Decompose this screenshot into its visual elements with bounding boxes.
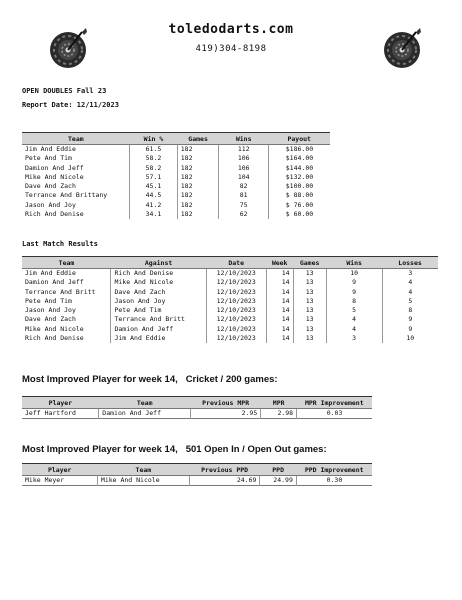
cell: 12/10/2023 bbox=[206, 269, 266, 279]
table-row bbox=[22, 173, 330, 182]
cell: Pete And Tim bbox=[25, 296, 72, 305]
table-row bbox=[22, 288, 438, 297]
cell: 9 bbox=[326, 278, 382, 287]
cell: 106 bbox=[219, 164, 269, 173]
cell: 13 bbox=[293, 306, 326, 315]
table-row bbox=[22, 154, 330, 163]
cell: 34.1 bbox=[130, 210, 178, 219]
cell: Jeff Hartford bbox=[25, 409, 76, 417]
cell: 3 bbox=[382, 269, 438, 279]
cell: 5 bbox=[326, 306, 382, 315]
cell: 13 bbox=[293, 297, 326, 306]
site-name: toledodarts.com bbox=[168, 22, 294, 37]
cell: 13 bbox=[293, 288, 326, 297]
cell: 13 bbox=[293, 269, 326, 279]
cell: 182 bbox=[177, 173, 219, 182]
cell: Mike And Nicole bbox=[111, 278, 206, 287]
col-team: Team bbox=[99, 397, 191, 409]
five01-title bbox=[22, 444, 327, 455]
table-row bbox=[22, 269, 438, 279]
col-date: Date bbox=[206, 257, 266, 269]
last-match-table bbox=[22, 256, 438, 343]
cell: 41.2 bbox=[130, 201, 178, 210]
cell: 182 bbox=[177, 191, 219, 200]
cell: 12/10/2023 bbox=[206, 297, 266, 306]
last-match-header-row bbox=[22, 257, 438, 269]
table-row bbox=[22, 191, 330, 200]
cell: 57.1 bbox=[130, 173, 178, 182]
cricket-title bbox=[22, 374, 278, 385]
cricket-title-a: Most Improved Player for week 14, bbox=[22, 374, 178, 385]
cell: Pete And Tim bbox=[111, 306, 206, 315]
cell: Dave And Zach bbox=[25, 315, 76, 324]
cell: $132.00 bbox=[268, 173, 330, 182]
cell: Rich And Denise bbox=[25, 210, 84, 219]
col-previous-mpr: Previous MPR bbox=[191, 397, 261, 409]
last-match-title: Last Match Results bbox=[22, 240, 98, 248]
report-date: Report Date: 12/11/2023 bbox=[22, 101, 119, 109]
cell: Jim And Eddie bbox=[25, 269, 76, 277]
cell: 9 bbox=[382, 325, 438, 334]
cell: Mike And Nicole bbox=[25, 324, 84, 333]
cell: Rich And Denise bbox=[25, 334, 84, 343]
cell: $100.00 bbox=[268, 182, 330, 191]
cell: $164.00 bbox=[268, 154, 330, 163]
cell: Pete And Tim bbox=[25, 154, 72, 163]
col-games: Games bbox=[177, 133, 219, 145]
cell: Terrance And Britt bbox=[111, 315, 206, 324]
col-ppd-improvement: PPD Improvement bbox=[296, 464, 372, 476]
cell: 182 bbox=[177, 164, 219, 173]
five01-table bbox=[22, 463, 372, 486]
col-ppd: PPD bbox=[260, 464, 296, 476]
cell: 2.98 bbox=[261, 409, 297, 419]
cell: 14 bbox=[266, 325, 293, 334]
cell: 14 bbox=[266, 334, 293, 343]
cell: Jason And Joy bbox=[25, 200, 76, 209]
cricket-title-b: Cricket / 200 games: bbox=[185, 374, 278, 385]
five01-title-b: 501 Open In / Open Out games: bbox=[185, 444, 327, 455]
col-losses: Losses bbox=[382, 257, 438, 269]
cell: 81 bbox=[219, 191, 269, 200]
cell: 104 bbox=[219, 173, 269, 182]
standings-header-row bbox=[22, 133, 330, 145]
cell: Jim And Eddie bbox=[111, 334, 206, 343]
cell: 13 bbox=[293, 315, 326, 324]
cell: Mike And Nicole bbox=[97, 476, 189, 486]
cell: 14 bbox=[266, 278, 293, 287]
table-row bbox=[22, 334, 438, 343]
cell: Jason And Joy bbox=[111, 297, 206, 306]
cell: 14 bbox=[266, 288, 293, 297]
league-name: OPEN DOUBLES Fall 23 bbox=[22, 87, 107, 95]
cell: 4 bbox=[326, 325, 382, 334]
table-row bbox=[22, 476, 372, 486]
cell: 61.5 bbox=[130, 145, 178, 155]
table-row bbox=[22, 210, 330, 219]
col-mpr-improvement: MPR Improvement bbox=[297, 397, 372, 409]
cell: Mike Meyer bbox=[25, 476, 65, 484]
cell: Jim And Eddie bbox=[25, 145, 76, 153]
cell: Mike And Nicole bbox=[25, 172, 84, 181]
cell: 14 bbox=[266, 315, 293, 324]
col-player: Player bbox=[22, 397, 99, 409]
cell: 182 bbox=[177, 145, 219, 155]
col-wins: Wins bbox=[219, 133, 269, 145]
col-payout: Payout bbox=[268, 133, 330, 145]
cell: 82 bbox=[219, 182, 269, 191]
table-row bbox=[22, 315, 438, 324]
cell: Damion And Jeff bbox=[25, 278, 84, 287]
cell: 106 bbox=[219, 154, 269, 163]
cell: 182 bbox=[177, 201, 219, 210]
cell: 13 bbox=[293, 278, 326, 287]
cell: 12/10/2023 bbox=[206, 288, 266, 297]
cell: 5 bbox=[382, 297, 438, 306]
cell: Damion And Jeff bbox=[111, 325, 206, 334]
cell: 13 bbox=[293, 325, 326, 334]
table-row bbox=[22, 409, 372, 419]
col-player: Player bbox=[22, 464, 97, 476]
cell: 10 bbox=[382, 334, 438, 343]
table-row bbox=[22, 164, 330, 173]
table-row bbox=[22, 182, 330, 191]
table-row bbox=[22, 201, 330, 210]
five01-title-a: Most Improved Player for week 14, bbox=[22, 444, 178, 455]
table-row bbox=[22, 325, 438, 334]
cell: 12/10/2023 bbox=[206, 306, 266, 315]
table-row bbox=[22, 297, 438, 306]
cell: $186.00 bbox=[268, 145, 330, 155]
cell: $144.00 bbox=[268, 164, 330, 173]
table-row bbox=[22, 306, 438, 315]
cell: 9 bbox=[382, 315, 438, 324]
cell: 0.30 bbox=[296, 476, 372, 486]
col-against: Against bbox=[111, 257, 206, 269]
cell: Damion And Jeff bbox=[25, 163, 84, 172]
col-previous-ppd: Previous PPD bbox=[189, 464, 260, 476]
cell: 58.2 bbox=[130, 154, 178, 163]
col-team: Team bbox=[22, 257, 111, 269]
cell: 112 bbox=[219, 145, 269, 155]
col-team: Team bbox=[97, 464, 189, 476]
cell: 24.99 bbox=[260, 476, 296, 486]
cell: 14 bbox=[266, 297, 293, 306]
five01-header-row bbox=[22, 464, 372, 476]
cell: 45.1 bbox=[130, 182, 178, 191]
cell: 13 bbox=[293, 334, 326, 343]
table-row bbox=[22, 278, 438, 287]
cell: Rich And Denise bbox=[111, 269, 206, 279]
cell: 44.5 bbox=[130, 191, 178, 200]
cell: 0.03 bbox=[297, 409, 372, 419]
cell: 12/10/2023 bbox=[206, 334, 266, 343]
phone-number: 419)304-8198 bbox=[195, 44, 267, 54]
cell: 14 bbox=[266, 269, 293, 279]
col-team: Team bbox=[22, 133, 130, 145]
cell: 10 bbox=[326, 269, 382, 279]
cell: 75 bbox=[219, 201, 269, 210]
cell: 8 bbox=[382, 306, 438, 315]
cell: $ 60.00 bbox=[268, 210, 330, 219]
cell: 14 bbox=[266, 306, 293, 315]
cell: 12/10/2023 bbox=[206, 325, 266, 334]
cell: Dave And Zach bbox=[111, 288, 206, 297]
cell: $ 88.00 bbox=[268, 191, 330, 200]
col-wins: Wins bbox=[326, 257, 382, 269]
cricket-header-row bbox=[22, 397, 372, 409]
cell: 4 bbox=[382, 278, 438, 287]
cell: Terrance And Brittany bbox=[25, 191, 108, 200]
cell: Dave And Zach bbox=[25, 182, 76, 191]
col-games: Games bbox=[293, 257, 326, 269]
cell: Damion And Jeff bbox=[99, 409, 191, 419]
cell: 24.69 bbox=[189, 476, 260, 486]
cell: 58.2 bbox=[130, 164, 178, 173]
cell: 9 bbox=[326, 288, 382, 297]
cricket-table bbox=[22, 396, 372, 419]
cell: Terrance And Britt bbox=[25, 287, 96, 296]
cell: $ 76.00 bbox=[268, 201, 330, 210]
cell: 182 bbox=[177, 154, 219, 163]
table-row bbox=[22, 145, 330, 155]
col-week: Week bbox=[266, 257, 293, 269]
cell: 2.95 bbox=[191, 409, 261, 419]
cell: 182 bbox=[177, 182, 219, 191]
cell: 4 bbox=[382, 288, 438, 297]
standings-table bbox=[22, 132, 330, 219]
col-mpr: MPR bbox=[261, 397, 297, 409]
cell: Jason And Joy bbox=[25, 306, 76, 315]
cell: 3 bbox=[326, 334, 382, 343]
cell: 8 bbox=[326, 297, 382, 306]
cell: 12/10/2023 bbox=[206, 278, 266, 287]
cell: 4 bbox=[326, 315, 382, 324]
cell: 62 bbox=[219, 210, 269, 219]
cell: 182 bbox=[177, 210, 219, 219]
cell: 12/10/2023 bbox=[206, 315, 266, 324]
col-win-pct: Win % bbox=[130, 133, 178, 145]
